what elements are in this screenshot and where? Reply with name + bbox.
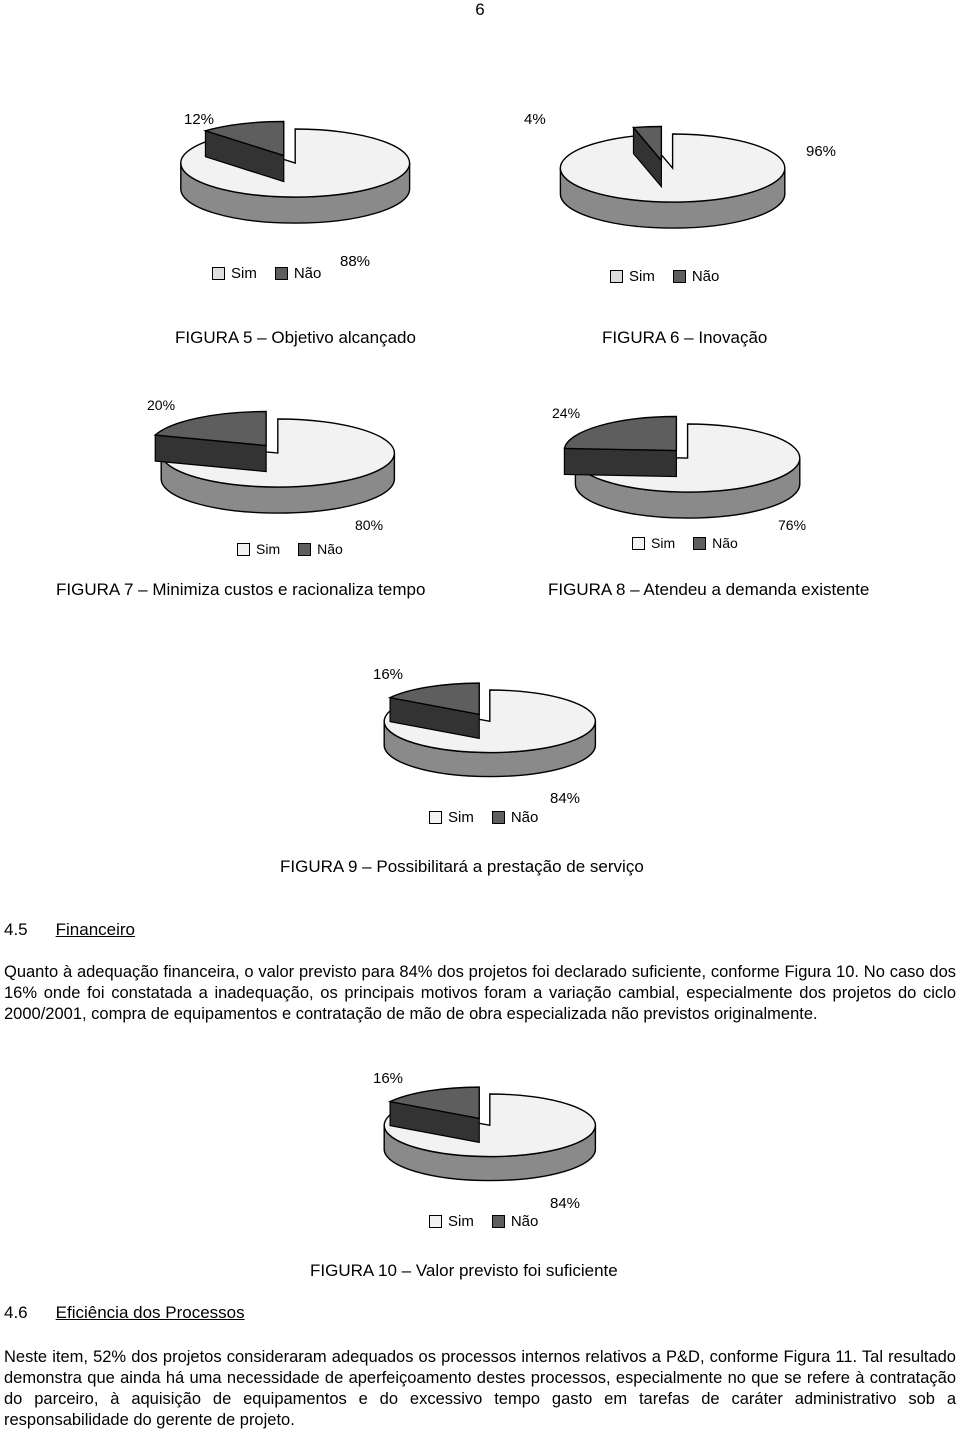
legend-swatch-sim xyxy=(610,270,623,283)
legend-label-sim: Sim xyxy=(231,265,257,282)
legend-label-sim: Sim xyxy=(256,541,281,557)
legend-swatch-nao xyxy=(673,270,686,283)
pie-label-nao: 16% xyxy=(373,1070,404,1087)
figure-caption: FIGURA 8 – Atendeu a demanda existente xyxy=(548,580,870,599)
pie-label-sim: 76% xyxy=(778,517,807,533)
figure-caption: FIGURA 5 – Objetivo alcançado xyxy=(175,328,416,347)
legend-label-sim: Sim xyxy=(448,809,474,826)
figure-caption: FIGURA 6 – Inovação xyxy=(602,328,768,347)
chart-legend xyxy=(212,265,333,282)
pie-slice-nao xyxy=(564,417,676,451)
pie-chart-figure-5 xyxy=(160,125,420,225)
pie-label-nao: 16% xyxy=(373,666,404,683)
legend-label-sim: Sim xyxy=(629,268,655,285)
legend-swatch-sim xyxy=(212,267,225,280)
legend-label-nao: Não xyxy=(691,268,720,285)
legend-label-nao: Não xyxy=(712,535,738,551)
legend-swatch-nao xyxy=(492,811,505,824)
pie-side-nao xyxy=(564,448,676,476)
pie-label-sim: 80% xyxy=(355,517,384,533)
pie-chart-figure-7 xyxy=(140,415,405,515)
section-number: 4.5 xyxy=(4,920,28,939)
chart-legend xyxy=(632,535,750,551)
legend-label-nao: Não xyxy=(510,809,539,826)
pie-chart-figure-6 xyxy=(540,130,795,230)
section-paragraph: Neste item, 52% dos projetos consideraram adequados os processos internos relativos a P&D, conforme Figura 11. Tal resultado demonstra que ainda há uma necessidade de aperfeiçoamento destes processos, especialmente no que se refere à contratação do parceiro, à aquisição de equipamentos e do excessivo tempo gasto em tarefas de caráter administrativo sob a responsabilidade do gerente de projeto. xyxy=(4,1348,956,1429)
legend-swatch-sim xyxy=(632,537,645,550)
pie-label-sim: 88% xyxy=(340,253,371,270)
chart-legend xyxy=(429,809,550,826)
pie-label-sim: 96% xyxy=(806,143,837,160)
legend-label-sim: Sim xyxy=(448,1213,474,1230)
legend-swatch-sim xyxy=(429,811,442,824)
pie-label-sim: 84% xyxy=(550,790,581,807)
legend-label-nao: Não xyxy=(317,541,343,557)
pie-chart-figure-8 xyxy=(555,420,810,520)
section-number: 4.6 xyxy=(4,1303,28,1322)
figure-caption: FIGURA 9 – Possibilitará a prestação de serviço xyxy=(280,857,644,876)
section-heading-4-6 xyxy=(4,1303,245,1323)
figure-caption: FIGURA 10 – Valor previsto foi suficiente xyxy=(310,1261,618,1280)
pie-label-nao: 12% xyxy=(184,111,215,128)
legend-swatch-nao xyxy=(275,267,288,280)
legend-label-nao: Não xyxy=(293,265,322,282)
pie-chart-figure-9 xyxy=(365,686,605,778)
section-title: Financeiro xyxy=(55,920,136,939)
pie-slice-sim xyxy=(560,134,784,202)
chart-legend xyxy=(237,541,355,557)
section-paragraph: Quanto à adequação financeira, o valor previsto para 84% dos projetos foi declarado suficiente, conforme Figura 10. No caso dos 16% onde foi constatada a inadequação, os principais motivos foram a variação cambial, especialmente dos projetos do ciclo 2000/2001, compra de equipamentos e contratação de mão de obra especializada não previstos originalmente. xyxy=(4,963,956,1023)
page-number: 6 xyxy=(475,0,485,19)
section-title: Eficiência dos Processos xyxy=(55,1303,245,1322)
pie-label-nao: 20% xyxy=(147,397,176,413)
legend-label-nao: Não xyxy=(510,1213,539,1230)
legend-swatch-nao xyxy=(693,537,706,550)
chart-legend xyxy=(429,1213,550,1230)
legend-swatch-nao xyxy=(492,1215,505,1228)
legend-swatch-sim xyxy=(429,1215,442,1228)
legend-swatch-sim xyxy=(237,543,250,556)
pie-label-nao: 4% xyxy=(524,111,546,128)
pie-label-sim: 84% xyxy=(550,1195,581,1212)
pie-chart-figure-10 xyxy=(365,1090,605,1182)
pie-label-nao: 24% xyxy=(552,405,581,421)
legend-label-sim: Sim xyxy=(651,535,676,551)
legend-swatch-nao xyxy=(298,543,311,556)
figure-caption: FIGURA 7 – Minimiza custos e racionaliza tempo xyxy=(56,580,426,599)
section-heading-4-5 xyxy=(4,920,135,940)
chart-legend xyxy=(610,268,731,285)
